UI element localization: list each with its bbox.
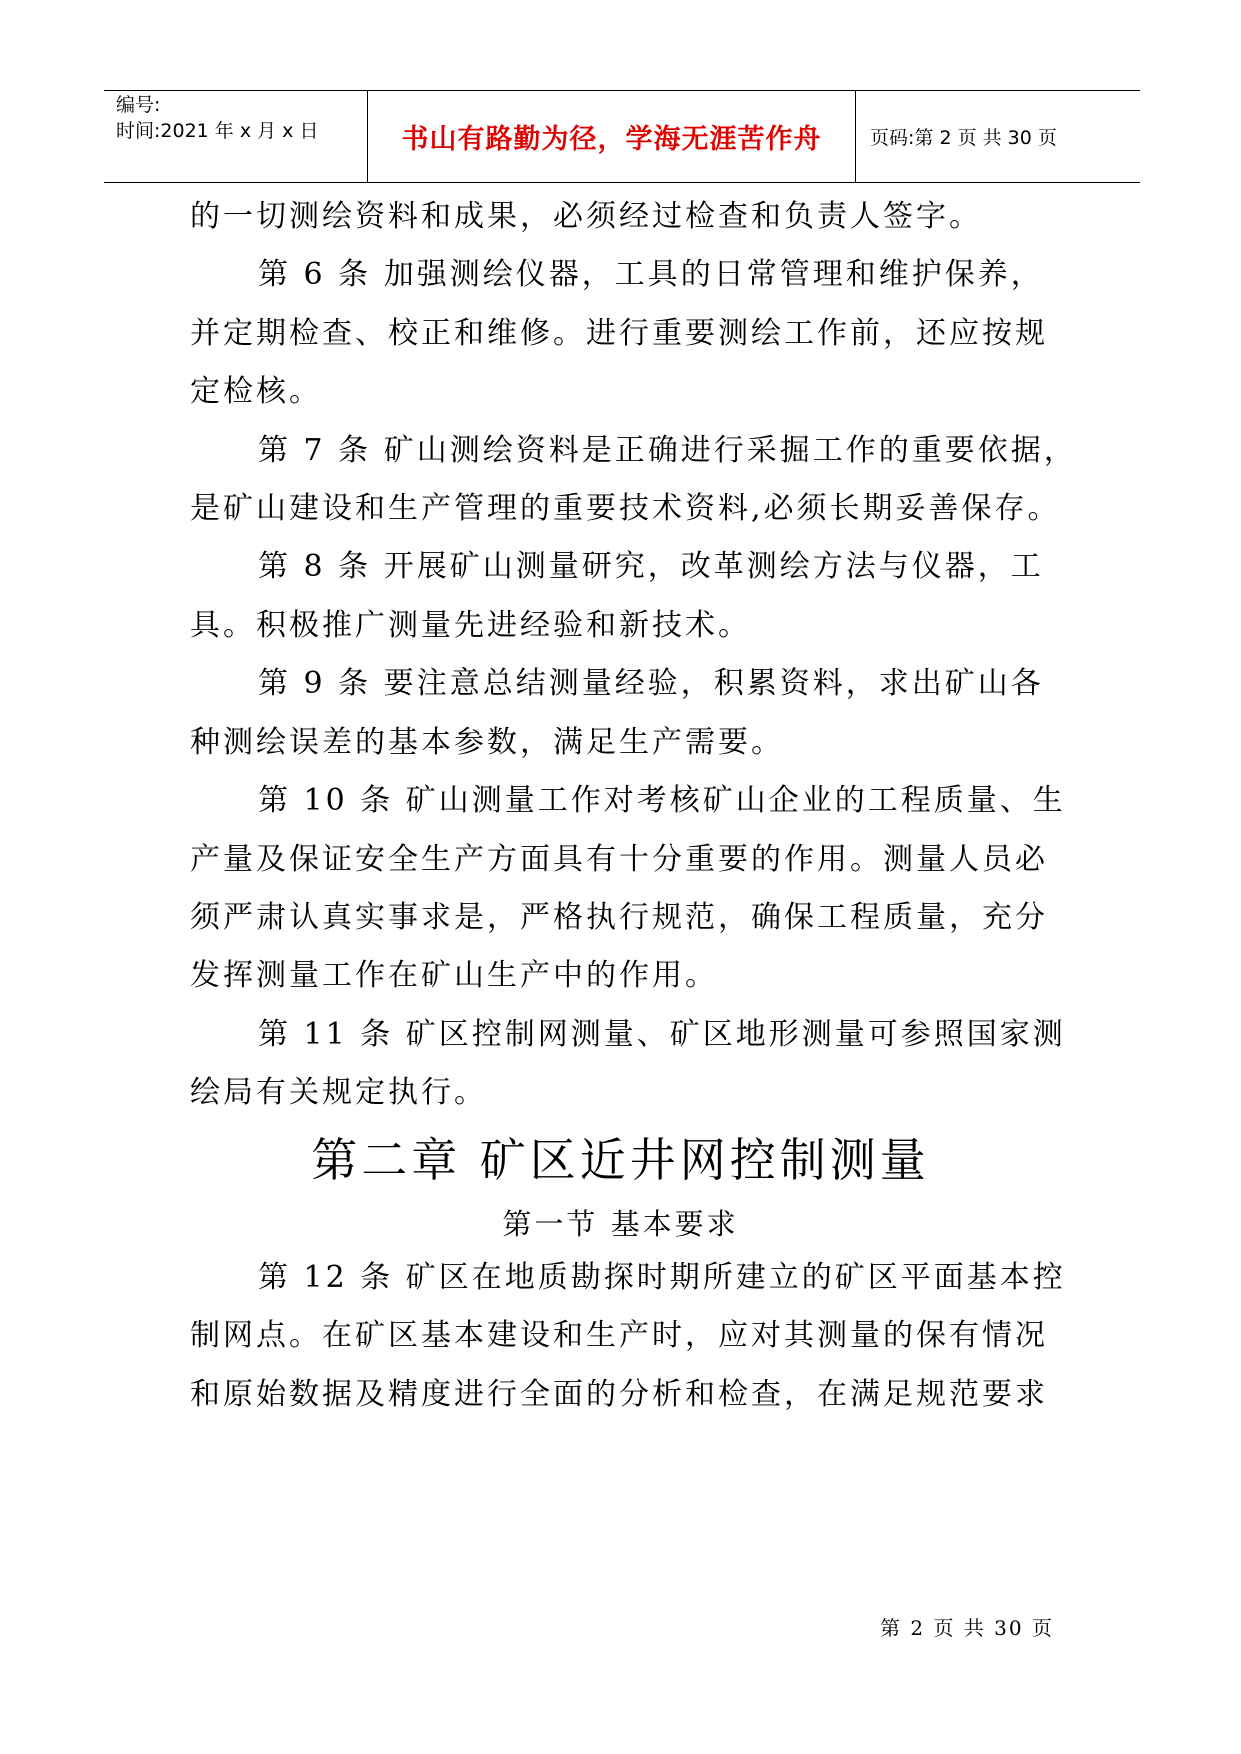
body-line: 绘局有关规定执行。: [190, 1075, 487, 1110]
body-line: 制网点。在矿区基本建设和生产时，应对其测量的保有情况: [190, 1318, 1048, 1353]
motto-text: 书山有路勤为径，学海无涯苦作舟: [401, 124, 822, 155]
body-line: 是矿山建设和生产管理的重要技术资料,必须长期妥善保存。: [190, 491, 1061, 526]
article-7-line: 第 7 条 矿山测绘资料是正确进行采掘工作的重要依据，: [258, 433, 1077, 468]
header-meta-cell: [104, 91, 368, 182]
body-line: 的一切测绘资料和成果，必须经过检查和负责人签字。: [190, 199, 982, 234]
article-10-line: 第 10 条 矿山测量工作对考核矿山企业的工程质量、生: [258, 783, 1066, 818]
body-line: 须严肃认真实事求是，严格执行规范，确保工程质量，充分: [190, 900, 1048, 935]
header-page-cell: [856, 91, 1140, 182]
body-line: 种测绘误差的基本参数，满足生产需要。: [190, 725, 784, 760]
page-info: 页码:第 2 页 共 30 页: [870, 127, 1057, 149]
section-title: 第一节 基本要求: [502, 1207, 739, 1241]
date-label: 时间:2021 年 x 月 x 日: [116, 120, 319, 142]
body-line: 具。积极推广测量先进经验和新技术。: [190, 608, 751, 643]
body-line: 并定期检查、校正和维修。进行重要测绘工作前，还应按规: [190, 316, 1048, 351]
body-line: 发挥测量工作在矿山生产中的作用。: [190, 958, 718, 993]
body-line: 和原始数据及精度进行全面的分析和检查，在满足规范要求: [190, 1377, 1048, 1412]
header-motto-cell: [368, 91, 856, 182]
chapter-title: 第二章 矿区近井网控制测量: [311, 1133, 930, 1187]
page-footer: 第 2 页 共 30 页: [880, 1616, 1054, 1640]
article-9-line: 第 9 条 要注意总结测量经验，积累资料，求出矿山各: [258, 666, 1044, 701]
body-line: 定检核。: [190, 374, 322, 409]
body-line: 产量及保证安全生产方面具有十分重要的作用。测量人员必: [190, 842, 1048, 877]
doc-number-label: 编号:: [116, 94, 161, 116]
article-6-line: 第 6 条 加强测绘仪器，工具的日常管理和维护保养，: [258, 257, 1044, 292]
page-header: [104, 90, 1140, 183]
article-12-line: 第 12 条 矿区在地质勘探时期所建立的矿区平面基本控: [258, 1260, 1066, 1295]
article-8-line: 第 8 条 开展矿山测量研究，改革测绘方法与仪器，工: [258, 549, 1044, 584]
article-11-line: 第 11 条 矿区控制网测量、矿区地形测量可参照国家测: [258, 1017, 1066, 1052]
